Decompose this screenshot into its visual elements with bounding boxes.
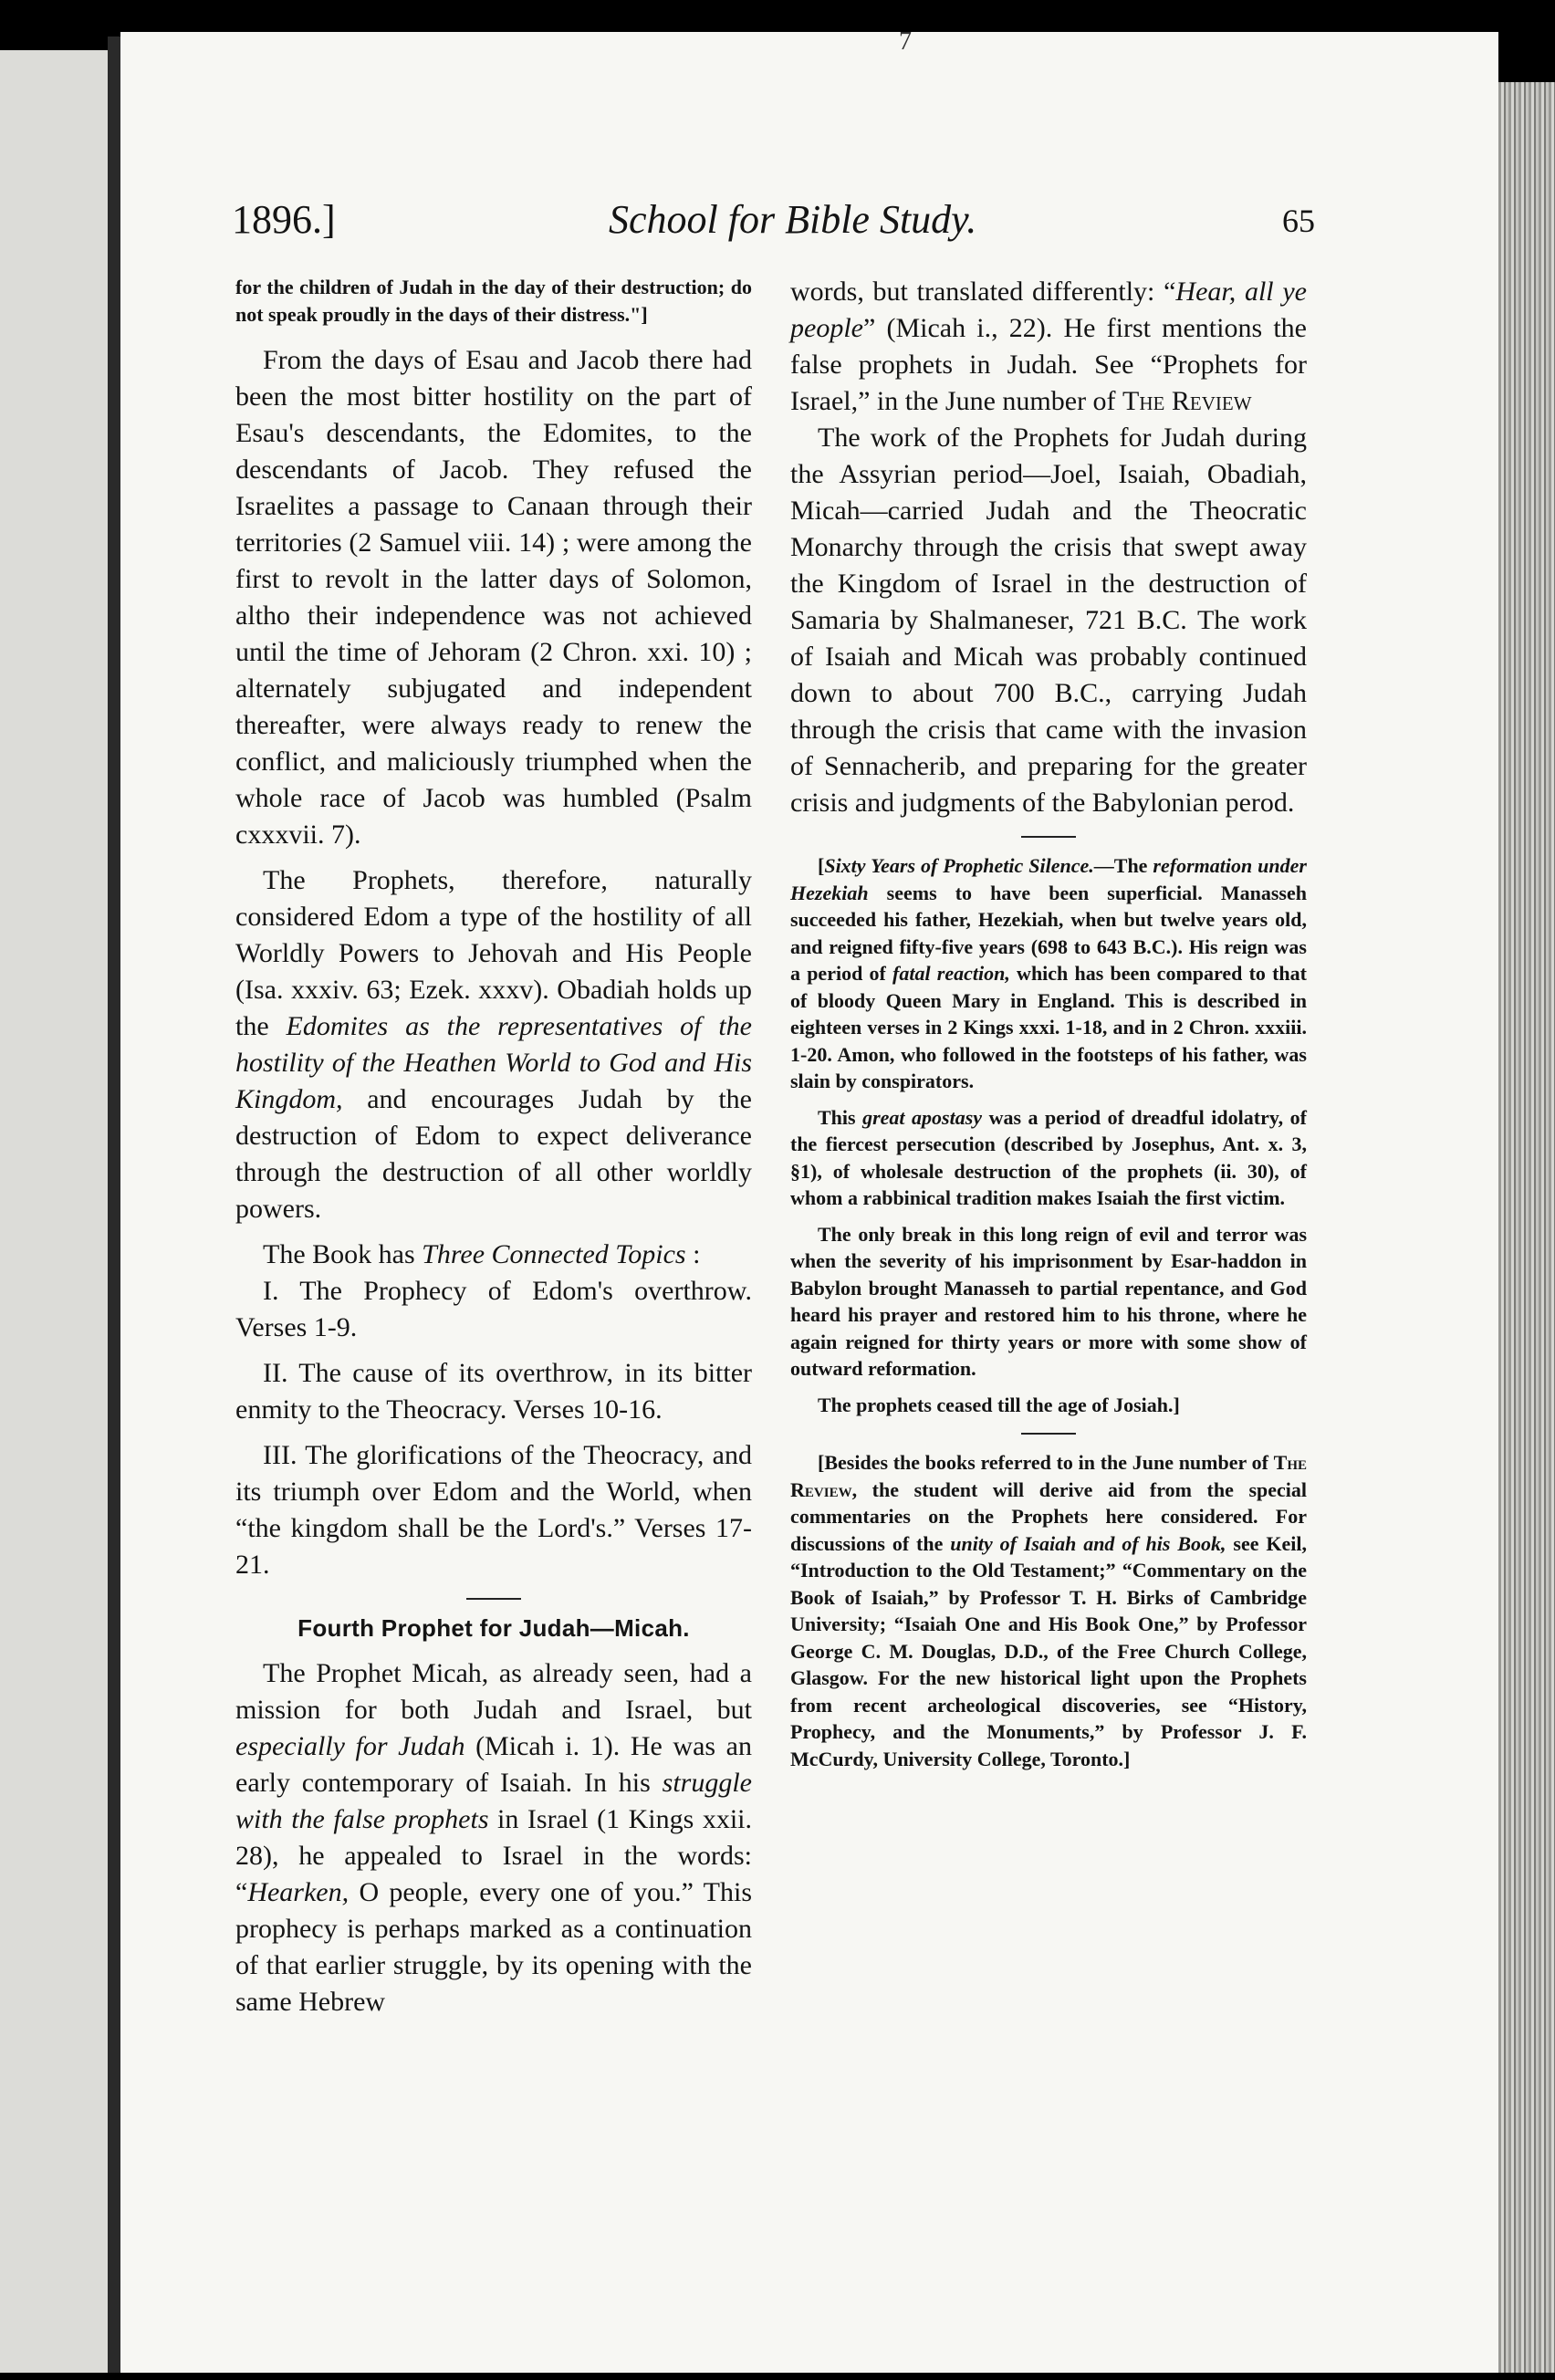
quote-ending: for the children of Judah in the day of their destruction; do not speak proudly in the days of their distress."] — [235, 276, 752, 326]
topic-1: I. The Prophecy of Edom's overthrow. Verses 1-9. — [235, 1276, 752, 1342]
paragraph-edom-type: The Prophets, therefore, naturally considered Edom a type of the hostility of all Worldly Powers to Jehovah and His People (Isa. xxxiv. 63; Ezek. xxxv). Obadiah holds up the Edomites as the representatives of the hostility of the Heathen World to God and His Kingdom, and encourages Judah by the destruction of Edom to expect deliverance through the destruction of all other worldly powers. — [235, 865, 753, 1224]
note-bibliography: [Besides the books referred to in the June number of The Review, the student will derive aid from the special commentaries on the Prophets here considered. For discussions of the unity of Isaiah and of his Book, see Keil, “Introduction to the Old Testament;” “Commentary on the Book of Isaiah,” by Professor T. H. Birks of Cambridge University; “Isaiah One and His Book One,” by Professor George C. M. Douglas, D.D., of the Free Church College, Glasgow. For the new historical light upon the Prophets from recent archeological discoveries, see “History, Prophecy, and the Monuments,” by Professor J. F. McCurdy, University College, Toronto.] — [790, 1451, 1307, 1770]
note-great-apostasy: This great apostasy was a period of dreadful idolatry, of the fiercest persecution (described by Josephus, Ant. x. 3, §1), of wholesale destruction of the prophets (ii. 30), of whom a rabbinical tradition makes Isaiah the first victim. — [790, 1105, 1307, 1209]
paragraph-edomites-history: From the days of Esau and Jacob there had been the most bitter hostility on the part of Esau's descendants, the Edomites, to the descendants of Jacob. They refused the Israelites a passage to Canaan through their territories (2 Samuel viii. 14) ; were among the first to revolt in the latter days of Solomon, altho their independence was not achieved until the time of Jehoram (2 Chron. xxi. 10) ; alternately subjugated and independent thereafter, were always ready to renew the conflict, and maliciously triumphed when the whole race of Jacob was humbled (Psalm cxxxvii. 7). — [235, 345, 752, 850]
right-column — [790, 274, 1307, 1772]
topic-2: II. The cause of its overthrow, in its bitter enmity to the Theocracy. Verses 10-16. — [235, 1358, 752, 1425]
pencil-mark: 7 — [899, 27, 912, 56]
header-year: 1896.] — [232, 197, 336, 242]
page-number: 65 — [1282, 203, 1315, 239]
note-prophetic-silence: [Sixty Years of Prophetic Silence.—The reformation under Hezekiah seems to have been superficial. Manasseh succeeded his father, Hezekiah, when but twelve years old, and reigned fifty-five years (698 to 643 B.C.). His reign was a period of fatal reaction, which has been compared to that of bloody Queen Mary in England. This is described in eighteen verses in 2 Kings xxxi. 1-18, and in 2 Chron. xxxiii. 1-20. Amon, who followed in the footsteps of his father, was slain by conspirators. — [790, 854, 1307, 1092]
paragraph-topics-intro: The Book has Three Connected Topics : — [263, 1239, 701, 1269]
left-column — [235, 274, 752, 2020]
topic-3: III. The glorifications of the Theocracy, and its triumph over Edom and the World, when “the kingdom shall be the Lord's.” Verses 17-21. — [235, 1440, 752, 1580]
note-divider — [1021, 836, 1076, 838]
section-title-micah: Fourth Prophet for Judah—Micah. — [297, 1614, 690, 1642]
note-only-break: The only break in this long reign of evil and terror was when the severity of his imprisonment by Esar-haddon in Babylon brought Manasseh to partial repentance, and God heard his prayer and restored him to his throne, where he again reigned for thirty years or more with some show of outward reformation. — [790, 1222, 1307, 1380]
book-gutter-shadow — [108, 37, 120, 2373]
paragraph-assyrian-period: The work of the Prophets for Judah during the Assyrian period—Joel, Isaiah, Obadiah, Micah—carried Judah and the Theocratic Monarchy through the crisis that swept away the Kingdom of Israel in the destruction of Samaria by Shalmaneser, 721 B.C. The work of Isaiah and Micah was probably continued down to about 700 B.C., carrying Judah through the crisis that came with the invasion of Sennacherib, and preparing for the greater crisis and judgments of the Babylonian perod. — [790, 423, 1307, 818]
paragraph-micah: The Prophet Micah, as already seen, had a mission for both Judah and Israel, but especially for Judah (Micah i. 1). He was an early contemporary of Isaiah. In his struggle with the false prophets in Israel (1 Kings xxii. 28), he appealed to Israel in the words: “Hearken, O people, every one of you.” This prophecy is perhaps marked as a continuation of that earlier struggle, by its opening with the same Hebrew — [235, 1658, 752, 2017]
running-header — [120, 187, 1498, 260]
bibliography-divider — [1021, 1433, 1076, 1435]
note-prophets-ceased: The prophets ceased till the age of Josiah.] — [818, 1393, 1180, 1416]
header-title: School for Bible Study. — [609, 197, 977, 242]
page-stack-edges — [1498, 82, 1555, 2373]
paragraph-micah-continued: words, but translated differently: “Hear, all ye people” (Micah i., 22). He first mentions the false prophets in Judah. See “Prophets for Israel,” in the June number of The Review — [790, 277, 1307, 416]
section-divider — [466, 1598, 521, 1600]
previous-page-edge — [0, 50, 108, 2373]
